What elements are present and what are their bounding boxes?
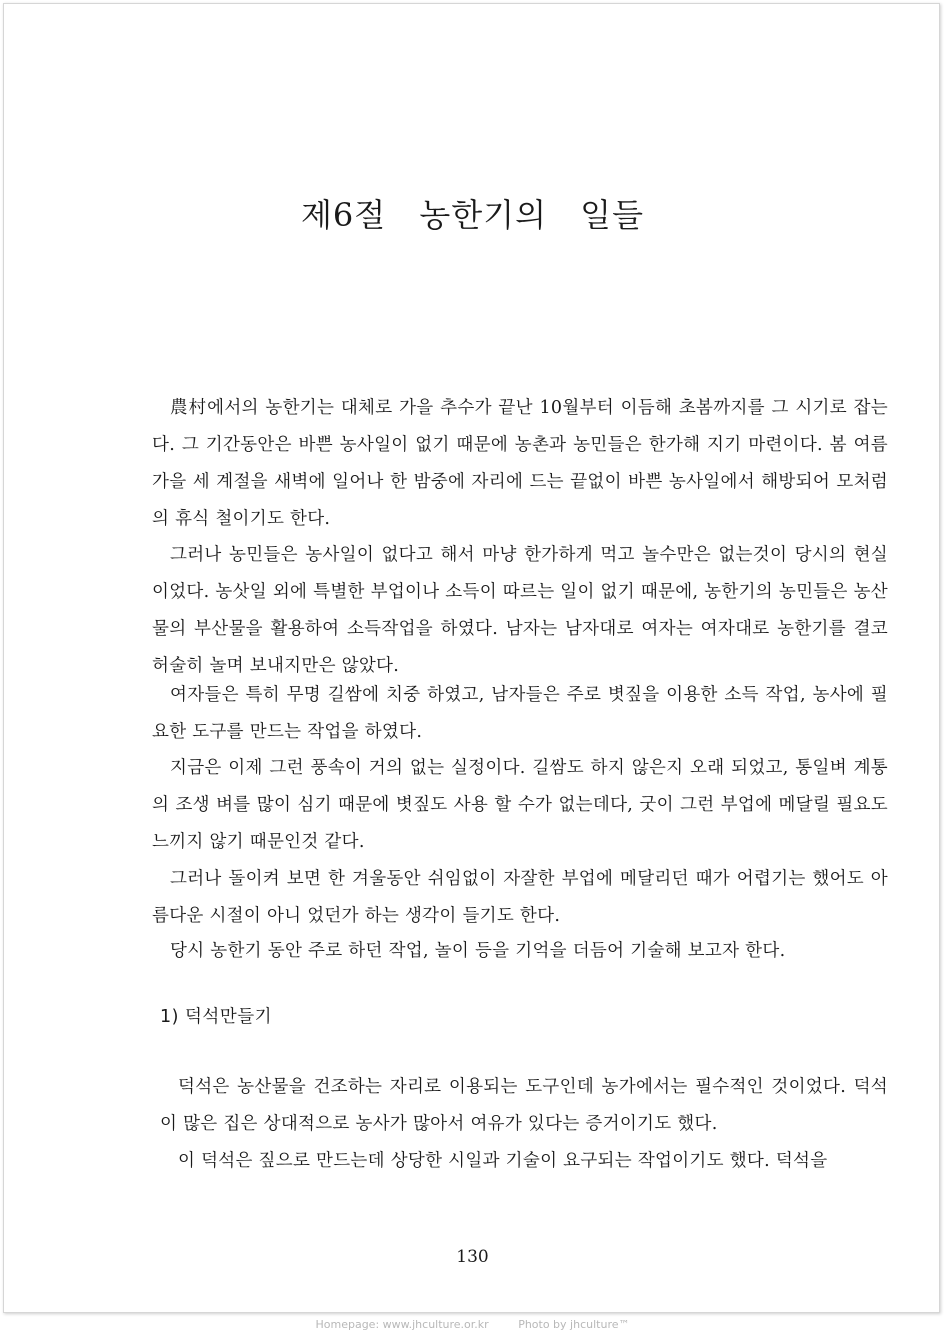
footer-photo-credit: Photo by jhculture™ (518, 1318, 630, 1331)
body-paragraph: 그러나 농민들은 농사일이 없다고 해서 마냥 한가하게 먹고 놀수만은 없는것이 당시의 현실이었다. 농삿일 외에 특별한 부업이나 소득이 따르는 일이 없기 때문에, 농한기의 농민들은 농산물의 부산물을 활용하여 소득작업을 하였다. 남자는 남자대로 여자는 여자대로 농한기를 결코 허술히 놀며 보내지만은 않았다. (152, 545, 888, 676)
body-paragraph: 그러나 돌이켜 보면 한 겨울동안 쉬임없이 자잘한 부업에 메달리던 때가 어렵기는 했어도 아름다운 시절이 아니 었던가 하는 생각이 들기도 한다. (152, 869, 888, 926)
chapter-title: 제6절 농한기의 일들 (301, 196, 644, 234)
section-paragraph: 덕석은 농산물을 건조하는 자리로 이용되는 도구인데 농가에서는 필수적인 것이었다. 덕석이 많은 집은 상대적으로 농사가 많아서 여유가 있다는 증거이기도 했다. (160, 1077, 888, 1134)
section-heading: 1) 덕석만들기 (160, 1007, 273, 1027)
page-number: 130 (456, 1247, 489, 1267)
section-paragraph: 이 덕석은 짚으로 만드는데 상당한 시일과 기술이 요구되는 작업이기도 했다. 덕석을 (178, 1151, 828, 1171)
body-paragraph: 農村에서의 농한기는 대체로 가을 추수가 끝난 10월부터 이듬해 초봄까지를 그 시기로 잡는다. 그 기간동안은 바쁜 농사일이 없기 때문에 농촌과 농민들은 한가해 지기 마련이다. 봄 여름 가을 세 계절을 새벽에 일어나 한 밤중에 자리에 드는 끝없이 바쁜 농사일에서 해방되어 모처럼의 휴식 철이기도 한다. (152, 398, 888, 529)
body-paragraph: 지금은 이제 그런 풍속이 거의 없는 실정이다. 길쌈도 하지 않은지 오래 되었고, 통일벼 계통의 조생 벼를 많이 심기 때문에 볏짚도 사용 할 수가 없는데다, 굿이 그런 부업에 메달릴 필요도 느끼지 않기 때문인것 같다. (152, 758, 888, 852)
footer-homepage: Homepage: www.jhculture.or.kr (315, 1318, 489, 1331)
body-paragraph: 여자들은 특히 무명 길쌈에 치중 하였고, 남자들은 주로 볏짚을 이용한 소득 작업, 농사에 필요한 도구를 만드는 작업을 하였다. (152, 685, 888, 742)
body-paragraph: 당시 농한기 동안 주로 하던 작업, 놀이 등을 기억을 더듬어 기술해 보고자 한다. (170, 941, 786, 961)
footer (0, 1315, 945, 1334)
